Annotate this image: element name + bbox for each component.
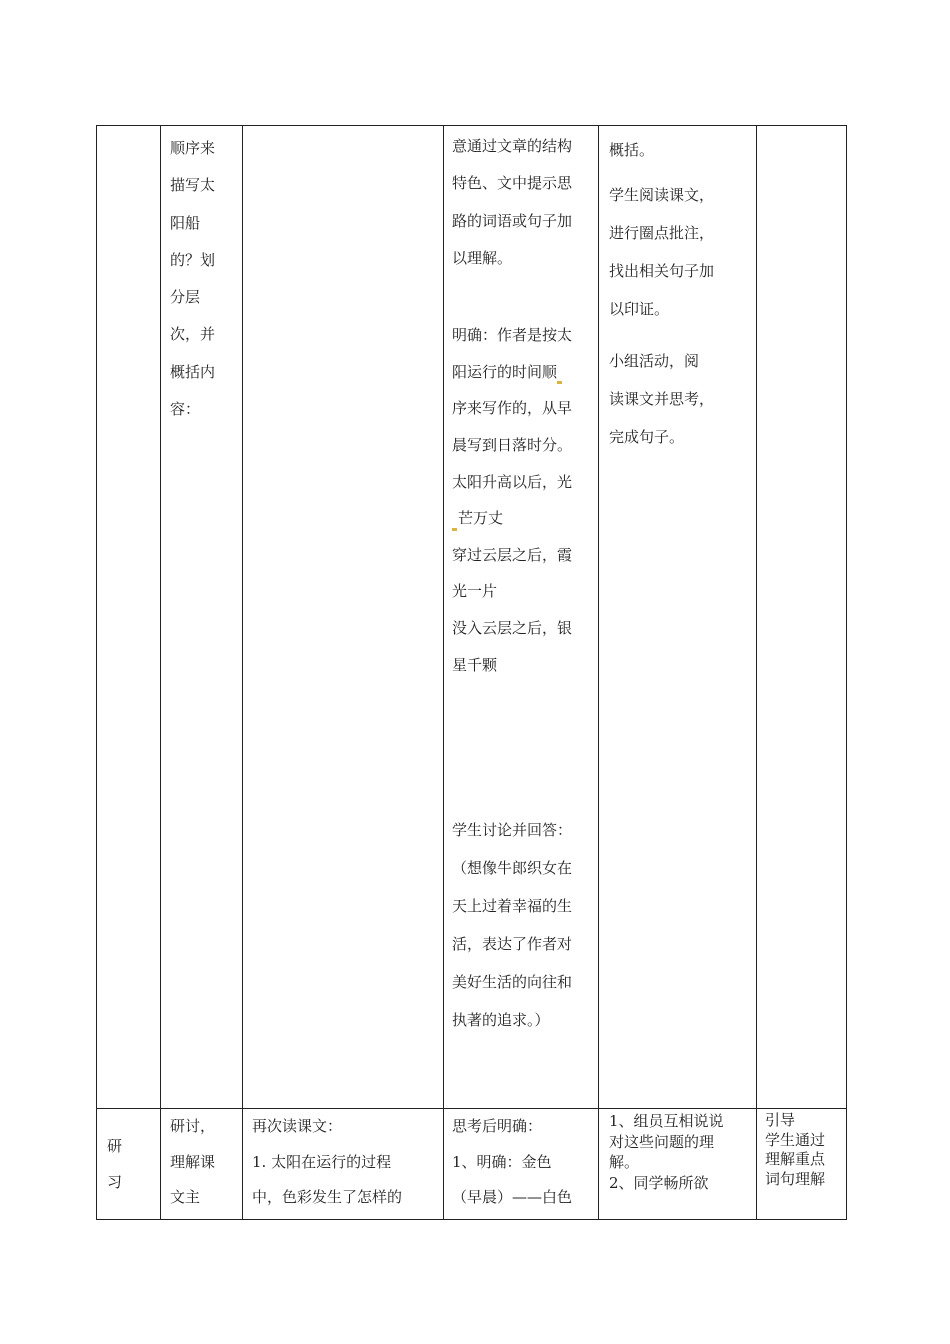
teacher-activity-cell [243, 126, 444, 1109]
answer-text-order-d: 穿过云层之后，霞 光一片 没入云层之后，银 星千颗 [452, 545, 573, 674]
annotation-mark [557, 381, 562, 384]
student-activity-cell [599, 1109, 757, 1220]
intent-text: 引导 学生通过 理解重点 词句理解 [765, 1111, 826, 1188]
task-cell [161, 1109, 243, 1220]
answer-text-intro: 意通过文章的结构 特色、文中提示思 路的词语或句子加 以理解。 [452, 137, 573, 267]
answer-text-order-a: 明确：作者是按太 阳运行的时间顺 [452, 317, 598, 390]
answer-text-order-b: 序来写作的，从早 晨写到日落时分。 太阳升高以后，光 [452, 399, 573, 491]
task-text: 顺序来 描写太 阳船 的？划 分层 次，并 概括内 容： [170, 139, 216, 419]
task-cell [161, 126, 243, 1109]
intent-cell [757, 126, 847, 1109]
table-row [97, 1109, 847, 1220]
lesson-plan-table [96, 125, 847, 1220]
teacher-activity-text: 再次读课文： 1. 太阳在运行的过程 中，色彩发生了怎样的 [252, 1117, 403, 1206]
stage-cell [97, 1109, 161, 1220]
table-row [97, 126, 847, 1109]
student-text-summary: 概括。 [609, 141, 655, 159]
answer-text: 思考后明确： 1、明确：金色 （早晨）——白色 [452, 1117, 573, 1206]
spacer [452, 683, 598, 811]
answer-cell [444, 1109, 599, 1220]
stage-cell [97, 126, 161, 1109]
student-activity-cell [599, 126, 757, 1109]
task-text: 研讨， 理解课 文主 [170, 1117, 216, 1206]
answer-text-discussion: 学生讨论并回答： （想像牛郎织女在 天上过着幸福的生 活，表达了作者对 美好生活的向往和 执著的追求。） [452, 821, 573, 1030]
intent-cell [757, 1109, 847, 1220]
student-text-group: 小组活动，阅 读课文并思考， 完成句子。 [609, 351, 715, 446]
student-activity-text: 1、组员互相说说 对这些问题的理 解。 2、同学畅所欲 [609, 1112, 724, 1192]
annotation-mark [452, 528, 457, 531]
teacher-activity-cell [243, 1109, 444, 1220]
stage-label: 研 习 [107, 1137, 123, 1191]
student-text-reading: 学生阅读课文， 进行圈点批注， 找出相关句子加 以印证。 [609, 185, 715, 318]
answer-text-order-c: 芒万丈 [452, 500, 598, 537]
answer-cell [444, 126, 599, 1109]
